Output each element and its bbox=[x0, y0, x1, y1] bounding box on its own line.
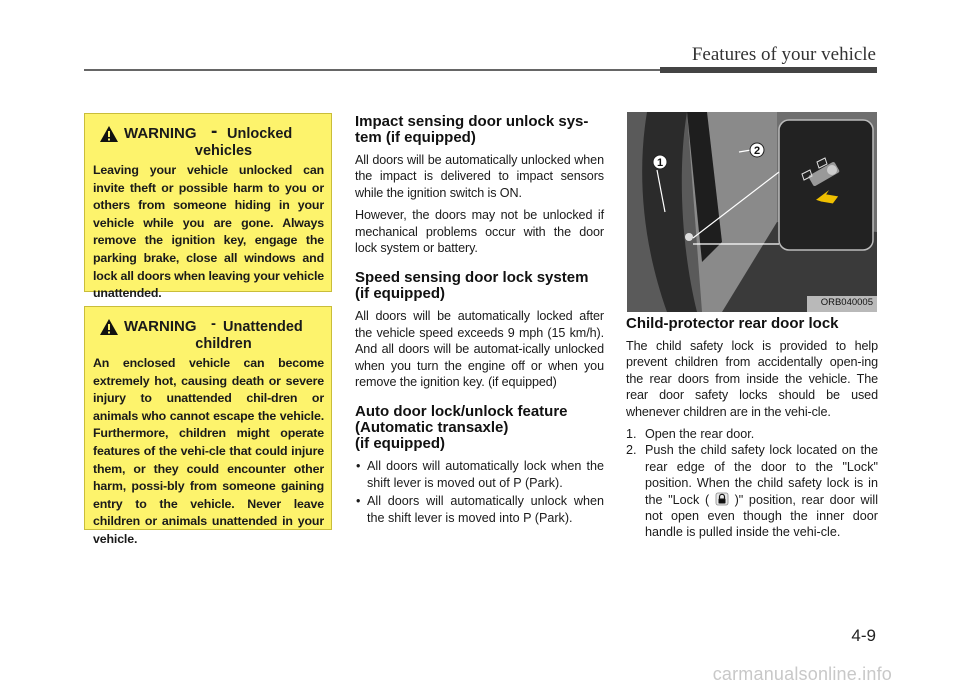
auto-lock-heading-line2: (Automatic transaxle) bbox=[355, 419, 509, 437]
door-lock-photo bbox=[627, 112, 877, 312]
warning-word: WARNING bbox=[124, 125, 197, 142]
child-lock-paragraph: The child safety lock is provided to help prevent children from accidentally open-ing the rear doors from inside the vehicle. The rear door safety locks should be used whenever children are in the vehi-cle. bbox=[626, 339, 878, 419]
list-item bbox=[626, 442, 878, 540]
figure-code: ORB040005 bbox=[820, 297, 873, 308]
step-text-after: )" position, rear door will not open even though the inner door handle is pulled inside the vehi-cle. bbox=[645, 492, 879, 540]
warning-body: Leaving your vehicle unlocked can invite theft or possible harm to you or others from someone hiding in your vehicle while you are gone. Always remove the ignition key, engage the parking brake, close all windows and lock all doors when leaving your vehicle unattended. bbox=[93, 163, 324, 301]
warning-title-line1: Unlocked bbox=[227, 126, 293, 142]
step-text: Open the rear door. bbox=[645, 427, 755, 442]
auto-lock-heading-line1: Auto door lock/unlock feature bbox=[355, 403, 568, 421]
warning-word: WARNING bbox=[124, 318, 197, 335]
callout-2-label: 2 bbox=[753, 145, 761, 157]
impact-paragraph-2: However, the doors may not be unlocked if mechanical problems occur with the door lock system or battery. bbox=[355, 208, 604, 256]
step-number: 1. bbox=[626, 427, 637, 442]
auto-lock-heading bbox=[355, 404, 604, 452]
warning-triangle-icon bbox=[99, 318, 119, 336]
header-rule-accent bbox=[660, 67, 877, 73]
warning-title-line2: vehicles bbox=[194, 143, 253, 159]
impact-paragraph-1: All doors will be automatically unlocked when the impact is delivered to impact sensors while the ignition switch is ON. bbox=[355, 153, 604, 200]
middle-column bbox=[355, 114, 604, 528]
warning-box-unattended-children bbox=[84, 306, 332, 546]
warning-dash: - bbox=[211, 121, 218, 142]
warning-triangle-icon bbox=[99, 125, 119, 143]
speed-heading: Speed sensing door lock system (if equipped) bbox=[355, 269, 589, 303]
list-item: • All doors will automatically lock when the shift lever is moved out of P (Park). bbox=[355, 458, 604, 491]
step-text-before: Push the child safety lock located on the rear edge of the door to the "Lock" position. When the child safety lock is in the "Lock ( bbox=[645, 443, 878, 507]
callout-1-label: 1 bbox=[656, 157, 664, 169]
impact-heading: Impact sensing door unlock sys-tem (if equipped) bbox=[355, 113, 589, 146]
speed-paragraph: All doors will be automatically locked after the vehicle speed exceeds 9 mph (15 km/h). And all doors will be automat-ically unlocked when you turn the engine off or when you remove the ignition key. (if equipped) bbox=[355, 309, 604, 390]
warning-title-line2: children bbox=[195, 336, 252, 352]
auto-lock-list bbox=[355, 458, 604, 526]
warning-box-unlocked-vehicles bbox=[84, 113, 332, 301]
auto-lock-heading-line3: (if equipped) bbox=[355, 435, 445, 453]
right-column bbox=[626, 316, 878, 541]
step-number: 2. bbox=[626, 443, 637, 458]
list-item: • All doors will automatically unlock when the shift lever is moved into P (Park). bbox=[355, 493, 604, 526]
page-number: 4-9 bbox=[851, 626, 876, 645]
door-photo-illustration bbox=[627, 112, 877, 312]
lock-icon bbox=[715, 492, 729, 506]
warning-header bbox=[93, 315, 324, 355]
header-title: Features of your vehicle bbox=[691, 44, 876, 65]
warning-header bbox=[93, 122, 324, 162]
watermark: carmanualsonline.info bbox=[712, 664, 892, 684]
warning-title-line1: Unattended bbox=[223, 319, 303, 335]
header-rule bbox=[84, 69, 660, 71]
warning-dash: - bbox=[211, 315, 216, 332]
list-item bbox=[626, 426, 878, 442]
warning-body: An enclosed vehicle can become extremely hot, causing death or severe injury to unattended chil-dren or animals who cannot escape the vehicle. Furthermore, children might operate features of the vehi-cle that could injure them, or they could encounter other harm, possi-bly from someone gaining entry to the vehicle. Never leave children or animals unattended in your vehicle. bbox=[93, 356, 324, 546]
child-lock-steps bbox=[626, 426, 878, 541]
child-lock-heading: Child-protector rear door lock bbox=[626, 315, 839, 332]
